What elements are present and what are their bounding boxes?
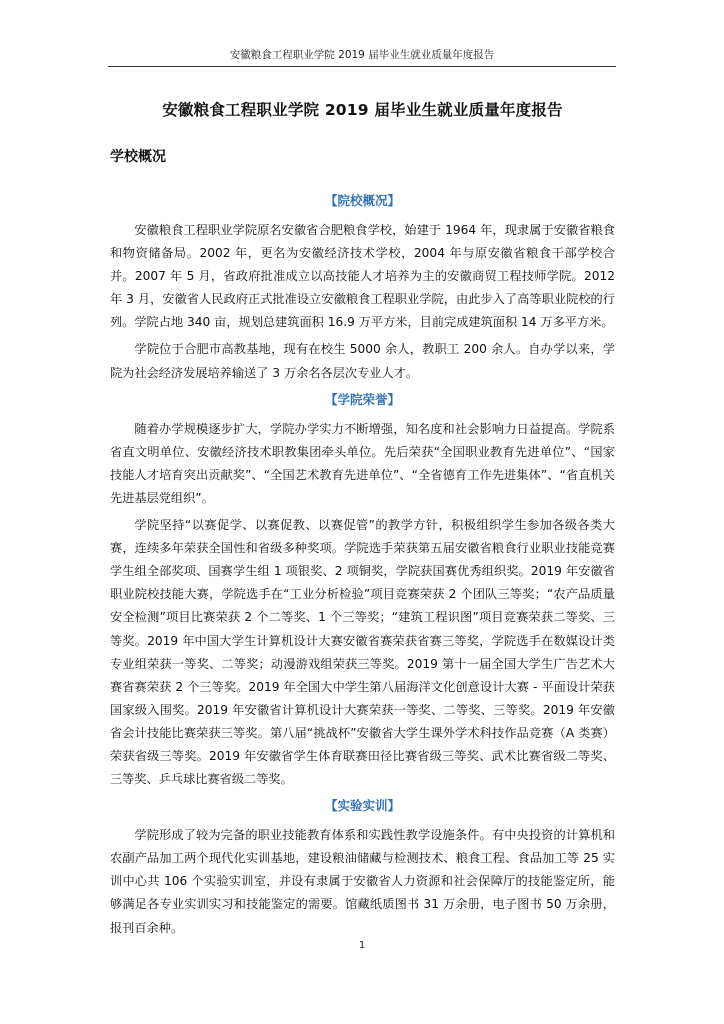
running-header: 安徽粮食工程职业学院 2019 届毕业生就业质量年度报告: [229, 49, 495, 61]
subsection-heading: 【实验实训】: [324, 798, 400, 814]
header-rule: [108, 66, 616, 67]
page-number: 1: [358, 940, 366, 951]
paragraph: 学院坚持“以赛促学、以赛促教、以赛促管”的教学方针，积极组织学生参加各级各类大赛，连续多年荣获全国性和省级多种奖项。学院选手荣获第五届安徽省粮食行业职业技能竞赛学生组全部奖项、国赛学生组 1 项银奖、2 项铜奖，学院获国赛优秀组织奖。2019 年安徽省职业院校技能大赛，学院选手在“工业分析检验”项目竞赛荣获 2 个团队三等奖；“农产品质量安全检测”项目比赛荣获 2 个二等奖、1 个三等奖；“建筑工程识图”项目竞赛荣获二等奖、三等奖。2019 年中国大学生计算机设计大赛安徽省赛荣获省赛三等奖，学院选手在数媒设计类专业组荣获一等奖、二等奖；动漫游戏组荣获三等奖。2019 第十一届全国大学生广告艺术大赛省赛荣获 2 个三等奖。2019 年全国大中学生第八届海洋文化创意设计大赛 - 平面设计荣获国家级入围奖。2019 年安徽省计算机设计大赛荣获一等奖、二等奖、三等奖。2019 年安徽省会计技能比赛荣获三等奖。第八届“挑战杯”安徽省大学生课外学术科技作品竞赛（A 类赛）荣获省级三等奖。2019 年安徽省学生体育联赛田径比赛省级三等奖、武术比赛省级二等奖、三等奖、乒乓球比赛省级二等奖。: [110, 518, 615, 787]
section-heading: 学校概况: [110, 149, 166, 165]
paragraph: 安徽粮食工程职业学院原名安徽省合肥粮食学校，始建于 1964 年，现隶属于安徽省粮食和物资储备局。2002 年，更名为安徽经济技术学校，2004 年与原安徽省粮食干部学校合并。2007 年 5 月，省政府批准成立以高技能人才培养为主的安徽商贸工程技师学院。2012 年 3 月，安徽省人民政府正式批准设立安徽粮食工程职业学院，由此步入了高等职业院校的行列。学院占地 340 亩，规划总建筑面积 16.9 万平方米，目前完成建筑面积 14 万多平方米。: [110, 223, 615, 330]
paragraph: 学院位于合肥市高教基地，现有在校生 5000 余人，教职工 200 余人。自办学以来，学院为社会经济发展培养输送了 3 万余名各层次专业人才。: [110, 342, 615, 380]
subsection-training: [110, 795, 615, 939]
subsection-honors: [110, 389, 615, 792]
subsection-heading: 【学院荣誉】: [324, 391, 400, 407]
paragraph: 随着办学规模逐步扩大，学院办学实力不断增强，知名度和社会影响力日益提高。学院系省直文明单位、安徽经济技术职教集团牵头单位。先后荣获“全国职业教育先进单位”、“国家技能人才培育突出贡献奖”、“全国艺术教育先进单位”、“全省德育工作先进集体”、“省直机关先进基层党组织”。: [110, 421, 615, 505]
page-content: [110, 98, 615, 944]
subsection-heading: 【院校概况】: [324, 193, 400, 208]
paragraph: 学院形成了较为完备的职业技能教育体系和实践性教学设施条件。有中央投资的计算机和农副产品加工两个现代化实训基地，建设粮油储藏与检测技术、粮食工程、食品加工等 25 实训中心共 106 个实验实训室，并设有隶属于安徽省人力资源和社会保障厅的技能鉴定所，能够满足各专业实训实习和技能鉴定的需要。馆藏纸质图书 31 万余册，电子图书 50 万余册，报刊百余种。: [110, 828, 615, 935]
subsection-overview: [110, 190, 615, 385]
document-title: 安徽粮食工程职业学院 2019 届毕业生就业质量年度报告: [162, 101, 563, 119]
